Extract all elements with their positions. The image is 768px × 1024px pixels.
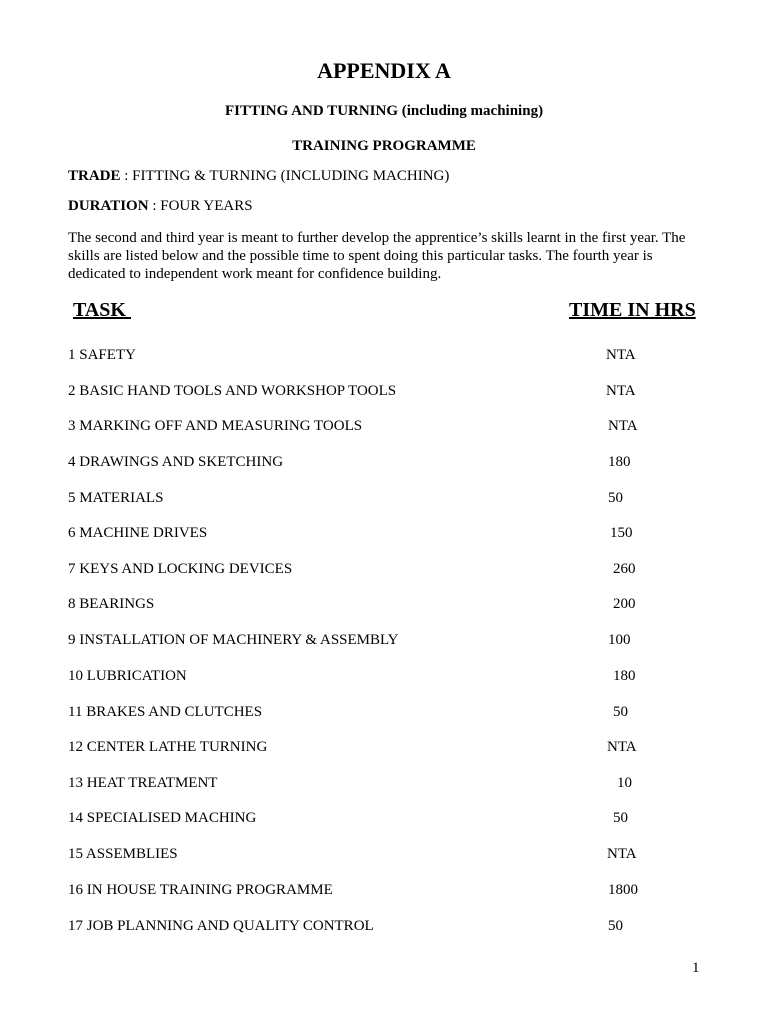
task-name: 5 MATERIALS: [68, 490, 164, 506]
task-hours: 150: [610, 525, 633, 541]
task-hours: NTA: [606, 383, 636, 399]
table-row: [0, 525, 768, 545]
task-name: 10 LUBRICATION: [68, 668, 187, 684]
table-row: [0, 454, 768, 474]
task-name: 8 BEARINGS: [68, 596, 155, 612]
task-hours: 180: [613, 668, 636, 684]
task-name: 17 JOB PLANNING AND QUALITY CONTROL: [68, 918, 374, 934]
time-column-header: TIME IN HRS: [569, 299, 696, 321]
task-name: 6 MACHINE DRIVES: [68, 525, 208, 541]
task-name: 16 IN HOUSE TRAINING PROGRAMME: [68, 882, 333, 898]
table-row: [0, 775, 768, 795]
task-hours: NTA: [607, 739, 637, 755]
table-row: [0, 668, 768, 688]
task-hours: NTA: [608, 418, 638, 434]
task-name: 7 KEYS AND LOCKING DEVICES: [68, 561, 293, 577]
task-name: 15 ASSEMBLIES: [68, 846, 178, 862]
task-name: 11 BRAKES AND CLUTCHES: [68, 704, 263, 720]
table-row: [0, 383, 768, 403]
table-row: [0, 347, 768, 367]
task-hours: 50: [613, 704, 628, 720]
task-name: 2 BASIC HAND TOOLS AND WORKSHOP TOOLS: [68, 383, 397, 399]
duration-value: : FOUR YEARS: [148, 198, 253, 214]
table-row: [0, 739, 768, 759]
table-row: [0, 918, 768, 938]
task-hours: 260: [613, 561, 636, 577]
task-name: 4 DRAWINGS AND SKETCHING: [68, 454, 284, 470]
programme-heading: TRAINING PROGRAMME: [292, 138, 476, 154]
task-name: 12 CENTER LATHE TURNING: [68, 739, 268, 755]
table-row: [0, 596, 768, 616]
table-row: [0, 490, 768, 510]
document-subtitle: FITTING AND TURNING (including machining): [224, 103, 544, 119]
task-name: 13 HEAT TREATMENT: [68, 775, 218, 791]
task-hours: 1800: [608, 882, 638, 898]
table-row: [0, 810, 768, 830]
trade-value: : FITTING & TURNING (INCLUDING MACHING): [120, 168, 450, 184]
task-name: 9 INSTALLATION OF MACHINERY & ASSEMBLY: [68, 632, 399, 648]
task-hours: NTA: [607, 846, 637, 862]
duration-field: [68, 198, 253, 215]
table-row: [0, 561, 768, 581]
task-hours: NTA: [606, 347, 636, 363]
task-hours: 50: [608, 918, 623, 934]
task-hours: 200: [613, 596, 636, 612]
table-row: [0, 418, 768, 438]
task-hours: 50: [613, 810, 628, 826]
table-row: [0, 704, 768, 724]
task-hours: 100: [608, 632, 631, 648]
task-hours: 10: [617, 775, 632, 791]
duration-label: DURATION: [68, 198, 149, 214]
task-hours: 50: [608, 490, 623, 506]
task-hours: 180: [608, 454, 631, 470]
table-row: [0, 882, 768, 902]
task-name: 14 SPECIALISED MACHING: [68, 810, 257, 826]
page-title: APPENDIX A: [317, 58, 451, 83]
page-number: 1: [692, 960, 700, 976]
trade-field: [68, 168, 449, 185]
intro-paragraph: The second and third year is meant to further develop the apprentice’s skills learnt in the first year. The skills are listed below and the possible time to spent doing this particular tasks. The fourth year is dedicated to independent work meant for confidence building.: [68, 230, 686, 282]
task-name: 1 SAFETY: [68, 347, 136, 363]
task-column-header: TASK: [73, 299, 131, 321]
table-row: [0, 846, 768, 866]
table-row: [0, 632, 768, 652]
task-name: 3 MARKING OFF AND MEASURING TOOLS: [68, 418, 363, 434]
trade-label: TRADE: [68, 168, 121, 184]
